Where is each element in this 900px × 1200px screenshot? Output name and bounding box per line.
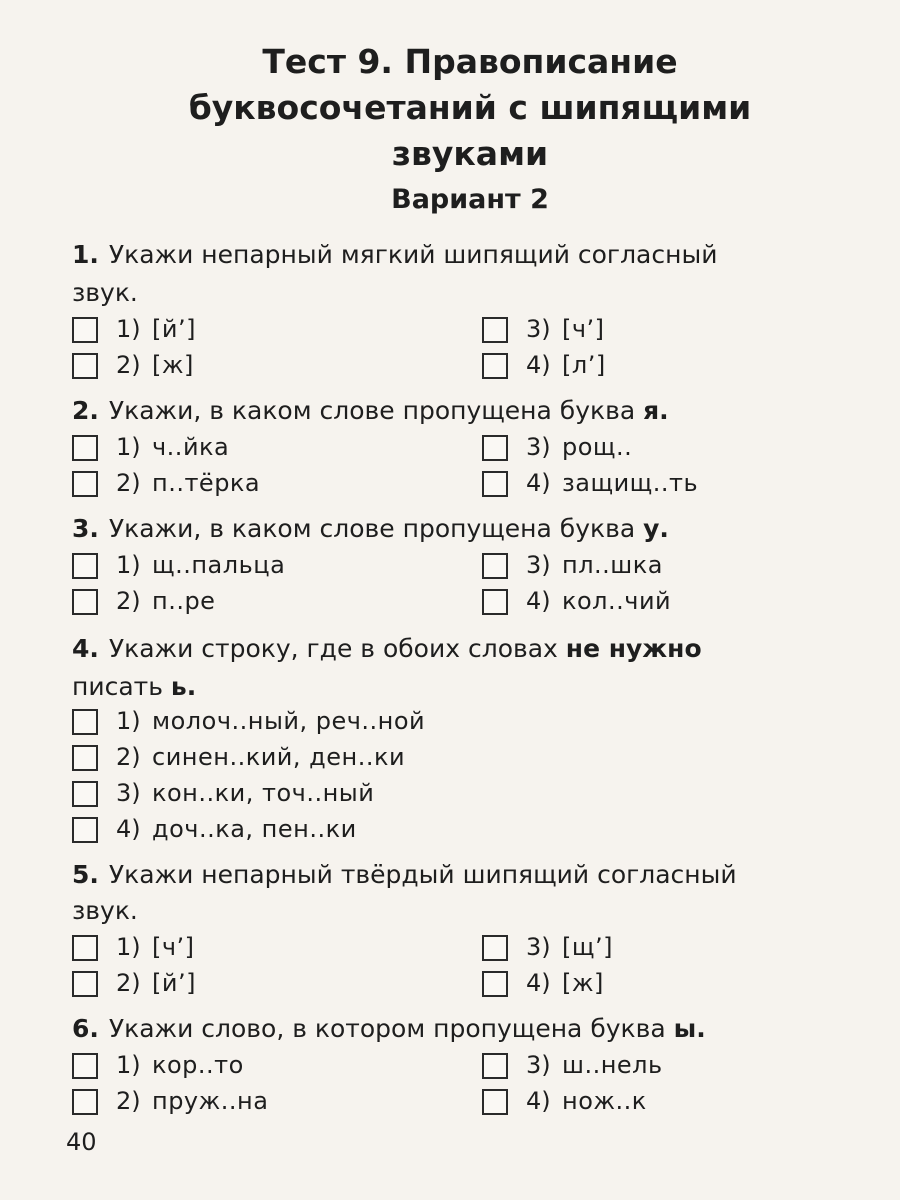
answer-option[interactable] — [72, 312, 196, 346]
answer-checkbox[interactable] — [72, 589, 98, 615]
answer-option[interactable] — [72, 584, 215, 618]
question-1 — [72, 236, 862, 274]
answer-checkbox[interactable] — [72, 435, 98, 461]
question-text: звук. — [72, 278, 138, 307]
option-text: п..тёрка — [152, 469, 261, 497]
question-letter: ь. — [170, 672, 197, 701]
question-4 — [72, 630, 862, 668]
answer-checkbox[interactable] — [72, 1089, 98, 1115]
answer-option[interactable] — [482, 430, 632, 464]
answer-checkbox[interactable] — [482, 435, 508, 461]
option-text: кор..то — [152, 1051, 244, 1079]
question-5-line2 — [72, 892, 862, 930]
question-emphasis: не нужно — [565, 634, 702, 663]
option-number: 2) — [116, 587, 141, 615]
option-number: 3) — [526, 433, 551, 461]
question-5 — [72, 856, 862, 894]
option-number: 4) — [116, 815, 141, 843]
question-1-line2 — [72, 274, 862, 312]
option-number: 3) — [526, 1051, 551, 1079]
answer-option[interactable] — [482, 1048, 663, 1082]
answer-checkbox[interactable] — [482, 971, 508, 997]
answer-option[interactable] — [482, 584, 671, 618]
option-text: пруж..на — [152, 1087, 269, 1115]
option-number: 3) — [526, 315, 551, 343]
answer-option[interactable] — [72, 1048, 244, 1082]
answer-checkbox[interactable] — [482, 1089, 508, 1115]
question-text: Укажи, в каком слове пропущена буква — [108, 396, 636, 425]
answer-checkbox[interactable] — [72, 971, 98, 997]
answer-checkbox[interactable] — [482, 1053, 508, 1079]
option-number: 3) — [116, 779, 141, 807]
question-text: Укажи слово, в котором пропущена буква — [108, 1014, 666, 1043]
answer-checkbox[interactable] — [72, 471, 98, 497]
option-text: [щ’] — [562, 933, 613, 961]
option-number: 4) — [526, 469, 551, 497]
option-text: [ч’] — [562, 315, 605, 343]
option-text: доч..ка, пен..ки — [152, 815, 357, 843]
option-text: ш..нель — [562, 1051, 663, 1079]
answer-checkbox[interactable] — [72, 553, 98, 579]
answer-option[interactable] — [72, 966, 196, 1000]
question-number: 3. — [72, 514, 99, 543]
question-letter: у. — [643, 514, 669, 543]
question-number: 5. — [72, 860, 99, 889]
option-number: 1) — [116, 551, 141, 579]
answer-option[interactable] — [72, 776, 374, 810]
question-letter: ы. — [673, 1014, 706, 1043]
test-title-line3: звуками — [391, 134, 549, 173]
page-number: 40 — [66, 1128, 97, 1156]
option-text: ч..йка — [152, 433, 230, 461]
option-number: 2) — [116, 351, 141, 379]
answer-checkbox[interactable] — [72, 317, 98, 343]
question-text: Укажи непарный твёрдый шипящий согласный — [108, 860, 737, 889]
answer-option[interactable] — [482, 1084, 647, 1118]
option-number: 3) — [526, 551, 551, 579]
question-text: писать — [72, 672, 163, 701]
option-text: щ..пальца — [152, 551, 286, 579]
option-number: 3) — [526, 933, 551, 961]
option-number: 2) — [116, 1087, 141, 1115]
option-text: [й’] — [152, 315, 196, 343]
answer-option[interactable] — [72, 466, 260, 500]
option-number: 1) — [116, 315, 141, 343]
answer-checkbox[interactable] — [72, 745, 98, 771]
question-3 — [72, 510, 862, 548]
answer-checkbox[interactable] — [72, 935, 98, 961]
answer-checkbox[interactable] — [482, 471, 508, 497]
option-text: кон..ки, точ..ный — [152, 779, 375, 807]
question-number: 2. — [72, 396, 99, 425]
answer-option[interactable] — [482, 312, 605, 346]
option-number: 1) — [116, 433, 141, 461]
option-number: 2) — [116, 743, 141, 771]
option-text: п..ре — [152, 587, 216, 615]
answer-option[interactable] — [72, 812, 357, 846]
answer-option[interactable] — [72, 548, 285, 582]
option-text: [ж] — [152, 351, 194, 379]
answer-checkbox[interactable] — [72, 709, 98, 735]
option-text: [ж] — [562, 969, 604, 997]
option-text: защищ..ть — [562, 469, 699, 497]
answer-checkbox[interactable] — [72, 1053, 98, 1079]
answer-option[interactable] — [482, 348, 606, 382]
option-number: 4) — [526, 969, 551, 997]
option-text: рощ.. — [562, 433, 633, 461]
option-number: 4) — [526, 1087, 551, 1115]
question-text: Укажи непарный мягкий шипящий согласный — [108, 240, 718, 269]
option-number: 1) — [116, 707, 141, 735]
question-text: Укажи строку, где в обоих словах — [108, 634, 558, 663]
question-number: 6. — [72, 1014, 99, 1043]
answer-option[interactable] — [72, 1084, 268, 1118]
answer-checkbox[interactable] — [72, 781, 98, 807]
answer-option[interactable] — [482, 548, 663, 582]
option-text: молоч..ный, реч..ной — [152, 707, 426, 735]
option-text: синен..кий, ден..ки — [152, 743, 406, 771]
answer-option[interactable] — [72, 430, 229, 464]
question-text: звук. — [72, 896, 138, 925]
answer-checkbox[interactable] — [72, 817, 98, 843]
answer-option[interactable] — [72, 348, 194, 382]
option-number: 2) — [116, 469, 141, 497]
option-number: 4) — [526, 351, 551, 379]
question-6 — [72, 1010, 862, 1048]
option-text: [ч’] — [152, 933, 195, 961]
question-2 — [72, 392, 862, 430]
answer-option[interactable] — [72, 930, 195, 964]
option-text: кол..чий — [562, 587, 672, 615]
option-text: [й’] — [152, 969, 196, 997]
question-number: 1. — [72, 240, 99, 269]
option-number: 4) — [526, 587, 551, 615]
answer-checkbox[interactable] — [72, 353, 98, 379]
option-number: 2) — [116, 969, 141, 997]
question-4-line2 — [72, 668, 862, 706]
answer-checkbox[interactable] — [482, 589, 508, 615]
answer-option[interactable] — [482, 966, 604, 1000]
option-text: [л’] — [562, 351, 606, 379]
question-text: Укажи, в каком слове пропущена буква — [108, 514, 636, 543]
option-text: пл..шка — [562, 551, 663, 579]
test-title-line2: буквосочетаний с шипящими — [188, 88, 752, 127]
test-title: Тест 9. Правописание — [262, 42, 678, 81]
option-text: нож..к — [562, 1087, 647, 1115]
variant-label: Вариант 2 — [391, 184, 549, 215]
question-number: 4. — [72, 634, 99, 663]
answer-option[interactable] — [482, 930, 613, 964]
question-letter: я. — [643, 396, 669, 425]
answer-option[interactable] — [482, 466, 698, 500]
answer-option[interactable] — [72, 704, 425, 738]
option-number: 1) — [116, 933, 141, 961]
answer-option[interactable] — [72, 740, 405, 774]
answer-checkbox[interactable] — [482, 317, 508, 343]
option-number: 1) — [116, 1051, 141, 1079]
answer-checkbox[interactable] — [482, 935, 508, 961]
answer-checkbox[interactable] — [482, 353, 508, 379]
answer-checkbox[interactable] — [482, 553, 508, 579]
